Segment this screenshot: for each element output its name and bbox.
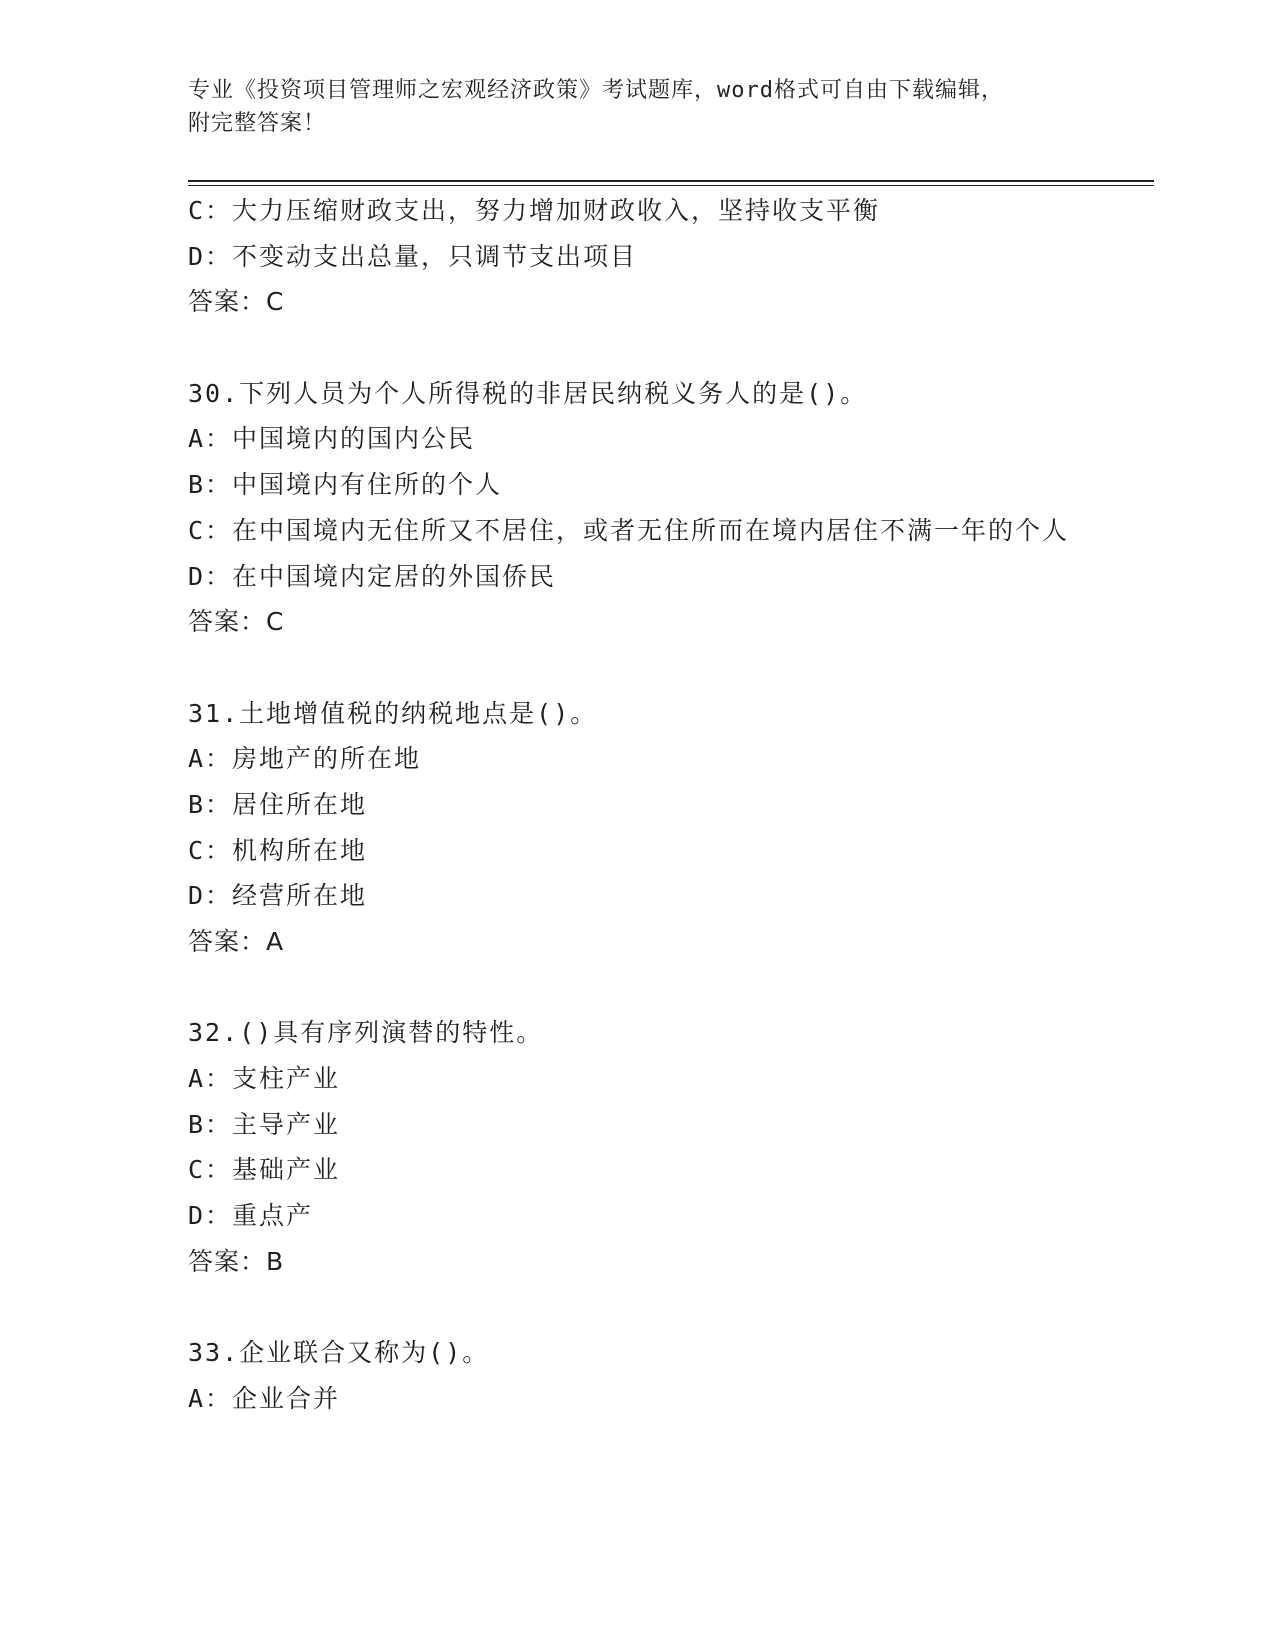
question-stem: 31.土地增值税的纳税地点是()。 bbox=[188, 698, 598, 728]
option-d: D：经营所在地 bbox=[188, 881, 368, 911]
header-rule-thin bbox=[188, 185, 1154, 186]
option-b: B：中国境内有住所的个人 bbox=[188, 470, 503, 500]
question-stem: 32.()具有序列演替的特性。 bbox=[188, 1018, 544, 1048]
option-d: D：不变动支出总量，只调节支出项目 bbox=[188, 241, 638, 271]
answer-line: 答案：C bbox=[188, 287, 285, 317]
option-a: A：中国境内的国内公民 bbox=[188, 424, 476, 454]
header-rule-thick bbox=[188, 180, 1154, 182]
option-a: A：支柱产业 bbox=[188, 1064, 341, 1094]
option-d: D：在中国境内定居的外国侨民 bbox=[188, 561, 557, 591]
header-line-2: 附完整答案！ bbox=[188, 111, 327, 136]
option-b: B：居住所在地 bbox=[188, 789, 368, 819]
document-header bbox=[188, 74, 1088, 140]
answer-line: 答案：A bbox=[188, 927, 285, 957]
question-33 bbox=[188, 1330, 1108, 1421]
option-c: C：在中国境内无住所又不居住，或者无住所而在境内居住不满一年的个人 bbox=[188, 515, 1070, 545]
spacer bbox=[188, 645, 1108, 691]
option-c: C：大力压缩财政支出，努力增加财政收入，坚持收支平衡 bbox=[188, 196, 881, 225]
question-content bbox=[188, 188, 1108, 1422]
question-stem: 33.企业联合又称为()。 bbox=[188, 1338, 490, 1368]
header-line-1: 专业《投资项目管理师之宏观经济政策》考试题库，word格式可自由下载编辑， bbox=[188, 78, 1004, 103]
option-d: D：重点产 bbox=[188, 1201, 314, 1231]
answer-line: 答案：B bbox=[188, 1246, 285, 1276]
spacer bbox=[188, 1285, 1108, 1331]
option-c: C：机构所在地 bbox=[188, 835, 368, 865]
spacer bbox=[188, 325, 1108, 371]
question-stem: 30.下列人员为个人所得税的非居民纳税义务人的是()。 bbox=[188, 378, 868, 408]
option-a: A：房地产的所在地 bbox=[188, 744, 422, 774]
spacer bbox=[188, 965, 1108, 1011]
prev-question-block bbox=[188, 188, 1108, 325]
answer-line: 答案：C bbox=[188, 607, 285, 637]
question-31 bbox=[188, 691, 1108, 965]
option-a: A：企业合并 bbox=[188, 1383, 341, 1413]
option-b: B：主导产业 bbox=[188, 1109, 341, 1139]
option-c: C：基础产业 bbox=[188, 1155, 341, 1185]
question-32 bbox=[188, 1010, 1108, 1284]
question-30 bbox=[188, 371, 1108, 645]
